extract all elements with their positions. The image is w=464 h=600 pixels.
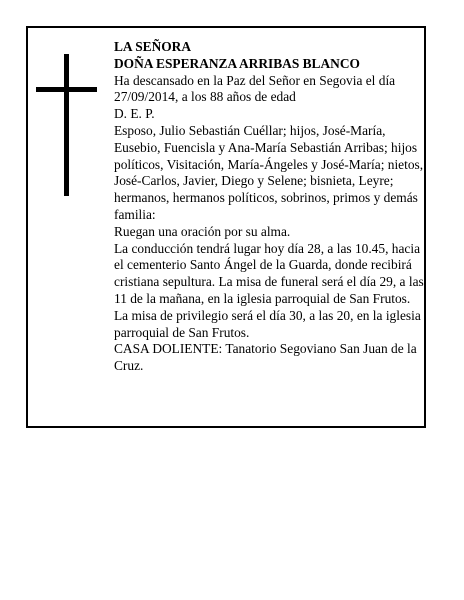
- cross-icon: [36, 54, 100, 196]
- funeral-details: La conducción tendrá lugar hoy día 28, a las 10.45, hacia el cementerio Santo Ángel de la Guarda, donde recibirá cristiana sepultura. La misa de funeral será el día 29, a las 11 de la mañana, en la iglesia parroquial de San Frutos. La misa de privilegio será el día 30, a las 20, en la iglesia parroquial de San Frutos.: [114, 240, 424, 340]
- cross-vertical-bar: [64, 54, 69, 196]
- obituary-text: [114, 39, 426, 375]
- rip-abbreviation: D. E. P.: [114, 106, 155, 122]
- deceased-title: LA SEÑORA: [114, 39, 192, 54]
- funeral-home: CASA DOLIENTE: Tanatorio Segoviano San Juan de la Cruz.: [114, 341, 417, 374]
- family-list: Esposo, Julio Sebastián Cuéllar; hijos, José-María, Eusebio, Fuencisla y Ana-María Sebastián Arribas; hijos políticos, Visitación, María-Ángeles y José-María; nietos, José-Carlos, Javier, Diego y Selene; bisnieta, Leyre; hermanos, hermanos políticos, sobrinos, primos y demás familia:: [114, 122, 424, 222]
- deceased-name: DOÑA ESPERANZA ARRIBAS BLANCO: [114, 55, 360, 71]
- prayer-request: Ruegan una oración por su alma.: [114, 223, 291, 239]
- death-announcement: Ha descansado en la Paz del Señor en Segovia el día 27/09/2014, a los 88 años de edad: [114, 72, 396, 105]
- cross-horizontal-bar: [36, 87, 97, 92]
